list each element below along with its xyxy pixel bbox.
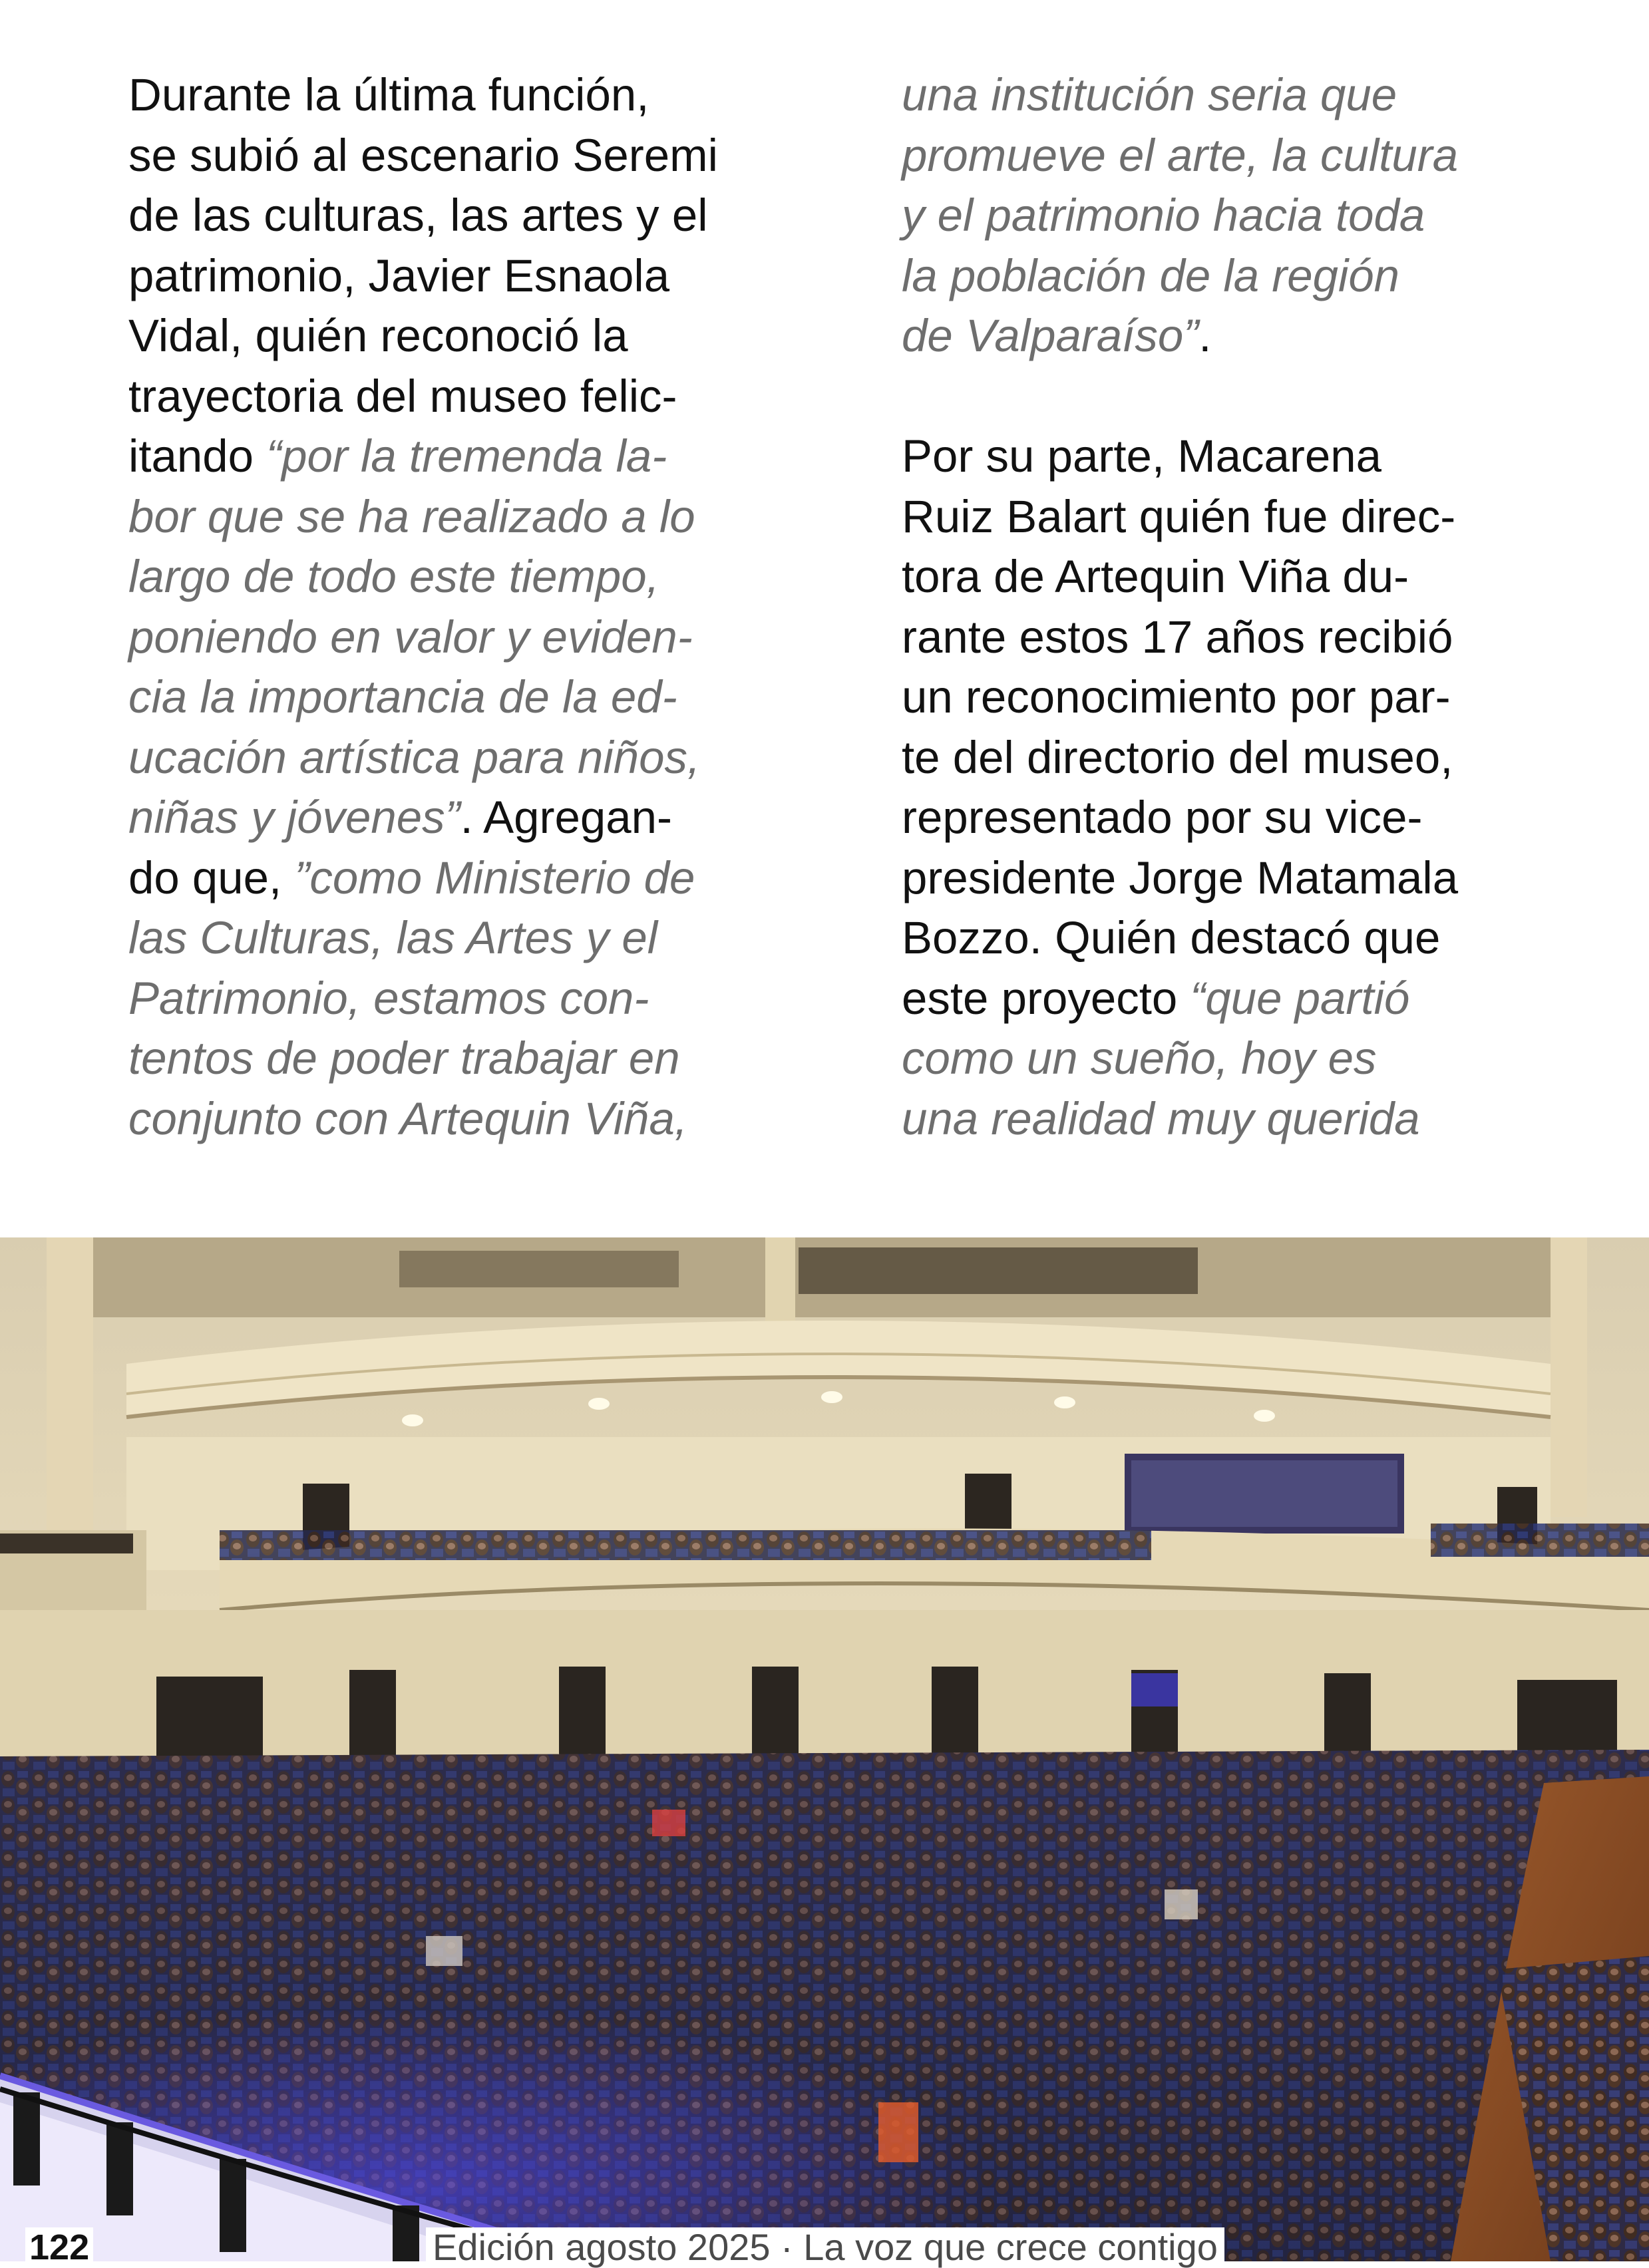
- article-left-column: [128, 65, 801, 1149]
- text-line: [902, 547, 1600, 607]
- body-text: rante estos 17 años recibió: [902, 611, 1453, 663]
- text-line: [128, 246, 801, 307]
- quote-text: una realidad muy querida: [902, 1092, 1420, 1144]
- text-line: [128, 969, 801, 1029]
- page-number: 122: [25, 2227, 93, 2267]
- text-line: [128, 426, 801, 487]
- text-line: [128, 65, 801, 126]
- quote-text: niñas y jóvenes”: [128, 792, 460, 843]
- text-line: [128, 1089, 801, 1150]
- text-line: [128, 848, 801, 909]
- text-line: [128, 186, 801, 246]
- page-footer: [0, 2226, 1649, 2268]
- body-text: de las culturas, las artes y el: [128, 190, 708, 241]
- text-line: [128, 667, 801, 728]
- quote-text: como un sueño, hoy es: [902, 1033, 1377, 1084]
- quote-text: “que partió: [1190, 972, 1410, 1024]
- quote-text: poniendo en valor y eviden-: [128, 611, 693, 663]
- text-line: [128, 788, 801, 848]
- text-line: [902, 607, 1600, 668]
- quote-text: conjunto con Artequin Viña,: [128, 1092, 688, 1144]
- quote-text: largo de todo este tiempo,: [128, 551, 659, 602]
- quote-text: las Culturas, las Artes y el: [128, 912, 658, 963]
- text-line: [902, 969, 1600, 1029]
- body-text: te del directorio del museo,: [902, 731, 1453, 783]
- text-line: [128, 1029, 801, 1089]
- text-line: [902, 1089, 1600, 1150]
- text-line: [128, 126, 801, 186]
- text-line: [902, 848, 1600, 909]
- edition-line: Edición agosto 2025 · La voz que crece contigo: [426, 2227, 1224, 2267]
- quote-text: la población de la región: [902, 249, 1400, 301]
- body-text: Durante la última función,: [128, 69, 649, 120]
- body-text: representado por su vice-: [902, 792, 1423, 843]
- quote-text: “por la tremenda la-: [266, 430, 667, 482]
- quote-text: ucación artística para niños,: [128, 731, 701, 783]
- body-text: . Agregan-: [460, 792, 672, 843]
- quote-text: y el patrimonio hacia toda: [902, 190, 1425, 241]
- quote-text: tentos de poder trabajar en: [128, 1033, 680, 1084]
- text-line: [902, 126, 1600, 186]
- text-line: [902, 306, 1600, 367]
- text-line: [128, 728, 801, 788]
- body-text: patrimonio, Javier Esnaola: [128, 249, 670, 301]
- quote-text: de Valparaíso”: [902, 310, 1199, 361]
- text-line: [128, 607, 801, 668]
- text-line: [902, 1029, 1600, 1089]
- body-text: do que,: [128, 852, 295, 903]
- body-text: Ruiz Balart quién fue direc-: [902, 490, 1456, 542]
- body-text: se subió al escenario Seremi: [128, 129, 718, 181]
- theater-audience-photo: [0, 1237, 1649, 2261]
- body-text: Bozzo. Quién destacó que: [902, 912, 1441, 963]
- text-line: [902, 426, 1600, 487]
- body-text: un reconocimiento por par-: [902, 671, 1451, 723]
- text-line: [902, 908, 1600, 969]
- text-line: [128, 367, 801, 427]
- quote-text: promueve el arte, la cultura: [902, 129, 1459, 181]
- body-text: presidente Jorge Matamala: [902, 852, 1459, 903]
- body-text: trayectoria del museo felic-: [128, 370, 677, 422]
- text-line: [902, 728, 1600, 788]
- text-line: [128, 306, 801, 367]
- text-line: [128, 908, 801, 969]
- quote-text: ”como Ministerio de: [294, 852, 695, 903]
- quote-text: cia la importancia de la ed-: [128, 671, 677, 723]
- text-line: [902, 65, 1600, 126]
- body-text: itando: [128, 430, 267, 482]
- body-text: este proyecto: [902, 972, 1191, 1024]
- body-text: Vidal, quién reconoció la: [128, 310, 628, 361]
- body-text: .: [1198, 310, 1212, 361]
- quote-text: Patrimonio, estamos con-: [128, 972, 649, 1024]
- body-text: Por su parte, Macarena: [902, 430, 1382, 482]
- text-line: [128, 487, 801, 548]
- quote-text: bor que se ha realizado a lo: [128, 490, 695, 542]
- text-line: [902, 667, 1600, 728]
- body-text: tora de Artequin Viña du-: [902, 551, 1409, 602]
- text-line: [902, 246, 1600, 307]
- text-line: [902, 186, 1600, 246]
- quote-text: una institución seria que: [902, 69, 1397, 120]
- article-right-column: [902, 65, 1600, 1149]
- text-line: [128, 547, 801, 607]
- paragraph-gap: [902, 367, 1600, 427]
- text-line: [902, 487, 1600, 548]
- text-line: [902, 788, 1600, 848]
